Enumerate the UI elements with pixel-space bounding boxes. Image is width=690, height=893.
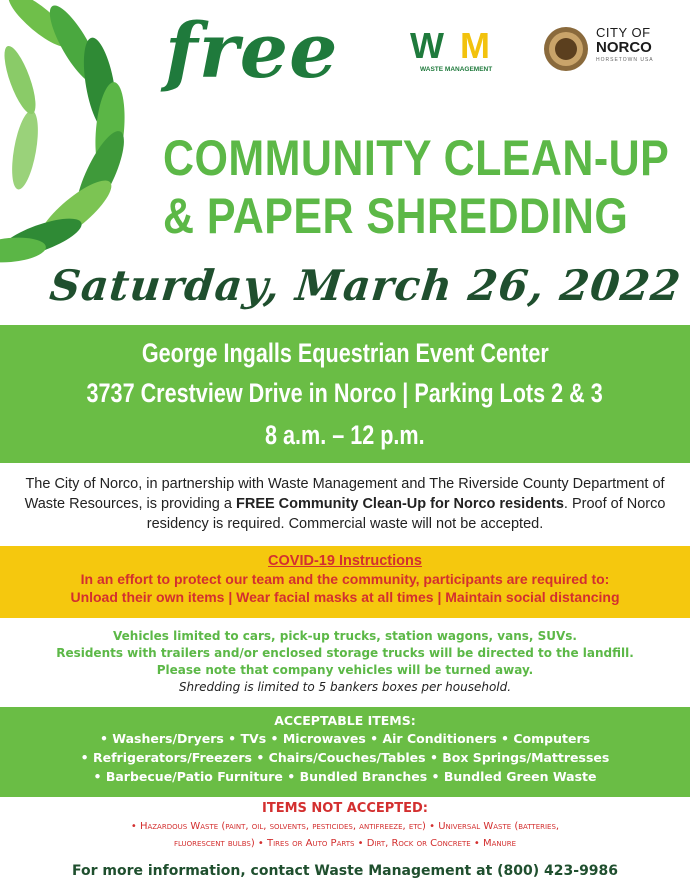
acceptable-line-1: • Washers/Dryers • TVs • Microwaves • Air Conditioners • Computers (99, 731, 591, 746)
vehicle-rule-3: Please note that company vehicles will be turned away. (156, 663, 534, 677)
venue-band (0, 325, 690, 463)
acceptable-line-2: • Refrigerators/Freezers • Chairs/Couches/Tables • Box Springs/Mattresses (80, 750, 610, 765)
svg-text:WASTE MANAGEMENT: WASTE MANAGEMENT (420, 66, 493, 73)
not-accepted-line-1: • Hazardous Waste (paint, oil, solvents, pesticides, antifreeze, etc) • Universal Waste (batteries, (130, 821, 560, 832)
city-tagline: HORSETOWN USA (596, 57, 654, 63)
city-of-label: CITY OF (596, 25, 651, 40)
svg-text:W: W (410, 28, 442, 66)
title-line-1: COMMUNITY CLEAN-UP (163, 130, 670, 186)
venue-name: George Ingalls Equestrian Event Center (141, 338, 549, 368)
not-accepted-heading: ITEMS NOT ACCEPTED: (261, 801, 429, 816)
city-of-norco-logo (596, 26, 686, 64)
acceptable-line-3: • Barbecue/Patio Furniture • Bundled Branches • Bundled Green Waste (93, 769, 597, 784)
not-accepted-line-2: fluorescent bulbs) • Tires or Auto Parts • Dirt, Rock or Concrete • Manure (173, 838, 517, 849)
covid-heading: COVID-19 Instructions (268, 553, 422, 569)
free-heading: free (165, 6, 339, 95)
acceptable-heading: ACCEPTABLE ITEMS: (274, 713, 416, 728)
norco-label: NORCO (596, 39, 652, 56)
intro-paragraph: The City of Norco, in partnership with Waste Management and The Riverside County Department of Waste Resources, is providing a FREE Community Clean-Up for Norco residents. Proof of Norco residency is required. Commercial waste will not be accepted. (24, 476, 666, 532)
covid-line-1: In an effort to protect our team and the community, participants are required to: (80, 571, 610, 587)
acceptable-items-band (0, 707, 690, 797)
event-date: Saturday, March 26, 2022 (47, 261, 684, 310)
covid-instructions-band (0, 546, 690, 618)
vehicle-rule-1: Vehicles limited to cars, pick-up trucks, station wagons, vans, SUVs. (113, 629, 577, 643)
waste-management-logo (410, 28, 525, 74)
contact-line: For more information, contact Waste Management at (800) 423-9986 (71, 863, 619, 879)
shredding-limit: Shredding is limited to 5 bankers boxes per household. (178, 680, 512, 694)
covid-line-2: Unload their own items | Wear facial masks at all times | Maintain social distancing (70, 589, 620, 605)
not-accepted-section (0, 800, 690, 852)
event-hours: 8 a.m. – 12 p.m. (265, 420, 425, 450)
venue-address: 3737 Crestview Drive in Norco | Parking Lots 2 & 3 (86, 378, 604, 408)
city-seal-icon (543, 26, 589, 72)
vehicle-rule-2: Residents with trailers and/or enclosed storage trucks will be directed to the landfill. (56, 646, 634, 660)
vehicle-rules (0, 628, 690, 696)
title-line-2: & PAPER SHREDDING (163, 188, 629, 244)
svg-text:M: M (460, 28, 488, 66)
